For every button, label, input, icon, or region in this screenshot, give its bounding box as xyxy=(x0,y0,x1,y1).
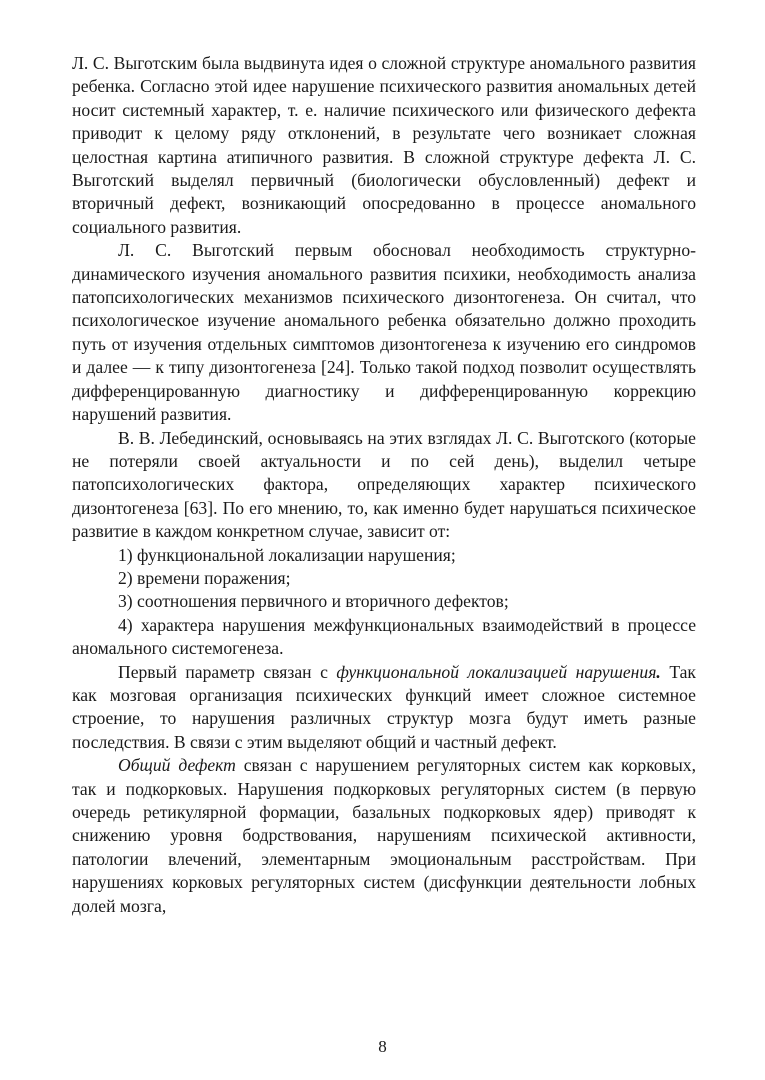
list-item-3: 3) соотношения первичного и вторичного дефектов; xyxy=(118,591,509,612)
paragraph-4-lead: Первый параметр связан с xyxy=(118,661,337,682)
body-text xyxy=(72,52,696,918)
page-number: 8 xyxy=(378,1037,387,1056)
list-item-4: 4) характера нарушения межфункциональных взаимодействий в процессе аномального системогенеза. xyxy=(72,614,696,659)
paragraph-3: В. В. Лебединский, основываясь на этих взглядах Л. С. Выготского (которые не потеряли своей актуальности и по сей день), выделил четыре патопсихологических фактора, определяющих характер психического дизонтогенеза [63]. По его мнению, то, как именно будет нарушаться психическое развитие в каждом конкретном случае, зависит от: xyxy=(72,427,696,542)
list-item-1: 1) функциональной локализации нарушения; xyxy=(118,544,456,565)
paragraph-1: Л. С. Выготским была выдвинута идея о сложной структуре аномального развития ребенка. Согласно этой идее нарушение психического развития аномальных детей носит системный характер, т. е. наличие психического или физического дефекта приводит к целому ряду отклонений, в результате чего возникает сложная целостная картина атипичного развития. В сложной структуре дефекта Л. С. Выготский выделял первичный (биологически обусловленный) дефект и вторичный дефект, возникающий опосредованно в процессе аномального социального развития. xyxy=(72,53,696,237)
paragraph-4-emphasis: функциональной локализацией нарушения xyxy=(336,661,657,682)
list-item-2: 2) времени поражения; xyxy=(118,567,291,588)
paragraph-5 xyxy=(72,754,696,918)
paragraph-4 xyxy=(72,661,696,755)
paragraph-2: Л. С. Выготский первым обосновал необходимость структурно-динамического изучения аномального развития психики, необходимость анализа патопсихологических механизмов психического дизонтогенеза. Он считал, что психологическое изучение аномального ребенка обязательно должно проходить путь от изучения отдельных симптомов дизонтогенеза к изучению его синдромов и далее — к типу дизонтогенеза [24]. Только такой подход позволит осуществлять дифференцированную диагностику и дифференцированную коррекцию нарушений развития. xyxy=(72,240,696,425)
paragraph-5-rest: связан с нарушением регуляторных систем как корковых, так и подкорковых. Нарушения подкорковых регуляторных систем (в первую очередь ретикулярной формации, базальных подкорковых ядер) приводят к снижению уровня бодрствования, нарушениям психической активности, патологии влечений, элементарным эмоциональным расстройствам. При нарушениях корковых регуляторных систем (дисфункции деятельности лобных долей мозга, xyxy=(72,755,696,916)
paragraph-4-emphasis-end: . xyxy=(656,661,661,682)
paragraph-4-rest: Так как мозговая организация психических функций имеет сложное системное строение, то нарушения различных структур мозга будут иметь разные последствия. В связи с этим выделяют общий и частный дефект. xyxy=(72,661,696,752)
paragraph-5-emphasis: Общий дефект xyxy=(118,755,236,776)
